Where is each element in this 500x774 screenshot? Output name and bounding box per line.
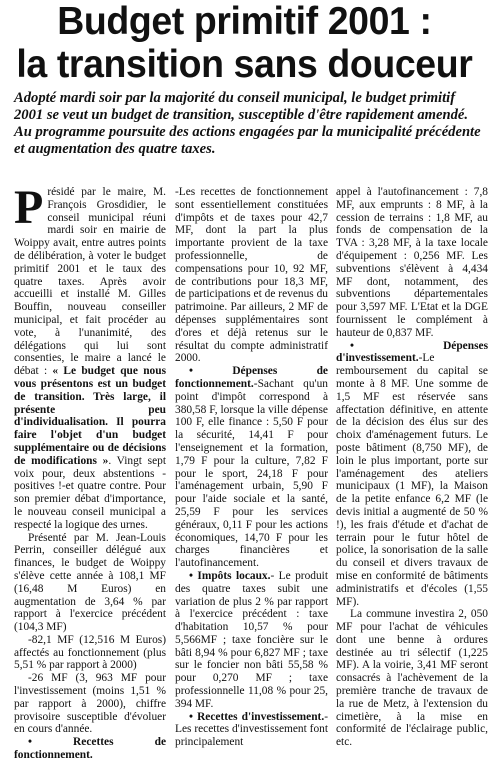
- funding-paragraph: appel à l'autofinancement : 7,8 MF, aux emprunts : 8 MF, à la cession de terrains : 1,8 MF, au fonds de compensation de la TVA : 3,28 MF, à la taxe locale d'équipement : 0,256 MF. Les subventions s'élèvent à 4,434 MF dont, notamment, des subventions départementales pour 3,597 MF. L'Etat et la DGE fournissent le complément à hauteur de 0,837 MF.: [336, 186, 488, 339]
- investment-expenses-paragraph: • Dépenses d'investissement.-Le remboursement du capital se monte à 8 MF. Une somme de 1,5 MF est réservée sans affectation définitive, en attente de la décision des élus sur des choix d'aménagement futurs. Le poste bâtiment (8,750 MF), de loin le plus important, porte sur l'aménagement des ateliers municipaux (1 MF), la Maison de la petite enfance 6,2 MF (le devis initial a augmenté de 50 % !), les frais d'étude et d'achat de terrain pour le futur hôtel de police, la sonorisation de la salle du conseil et divers travaux de mise en conformité de bâtiments administratifs et d'écoles (1,55 MF).: [336, 339, 488, 608]
- headline-line-1: Budget primitif 2001 :: [57, 0, 432, 43]
- section-heading-impots-locaux: • Impôts locaux.: [189, 569, 271, 582]
- section-heading-depenses-investissement: • Dépenses d'investissement.: [336, 339, 488, 365]
- investment-paragraph: -26 MF (3, 963 MF pour l'investissement (moins 1,51 % par rapport à 2000), chiffre provisoire susceptible d'évoluer en cours d'année.: [14, 672, 166, 736]
- investment-revenue-paragraph: • Recettes d'investissement.-Les recettes d'investissement font principalement: [175, 710, 328, 749]
- article-column-2: [175, 186, 328, 774]
- section-heading-recettes-fonctionnement: • Recettes de fonctionnement.: [14, 736, 166, 762]
- intro-text: résidé par le maire, M. François Grosdidier, le conseil municipal réuni mardi soir en mairie de Woippy avait, entre autres points de délibération, à voter le budget primitif 2001 et le taux des quatre taxes. Après avoir accueilli et installé M. Gilles Bouffin, nouveau conseiller municipal, et fait procéder au vote, à l'unanimité, des délégations qui lui sont consenties, le maire a lancé le débat :: [14, 186, 166, 378]
- vehicles-roads-paragraph: La commune investira 2, 050 MF pour l'achat de véhicules dont une benne à ordures destinée au tri sélectif (1,225 MF). A la voirie, 3,41 MF seront consacrés à l'achèvement de la première tranche de travaux de la rue de Metz, à l'extension du cimetière, à la mise en conformité de l'éclairage public, etc.: [336, 608, 488, 749]
- drop-cap: P: [14, 186, 44, 234]
- article-headline: [14, 0, 475, 86]
- section-heading-depenses-fonctionnement: • Dépenses de fonctionnement.: [175, 365, 328, 390]
- section-heading-recettes-investissement: • Recettes d'investissement.: [189, 710, 325, 723]
- operating-revenue-paragraph: -Les recettes de fonctionnement sont essentiellement constituées d'impôts et de taxes pour 42,7 MF, dont la part la plus importante provient de la taxe professionnelle, de compensations pour 10, 92 MF, de contributions pour 18,3 MF, de participations et de revenus du patrimoine. Par ailleurs, 2 MF de dépenses supplémentaires sont d'ores et déjà retenus sur le résultat du compte administratif 2000.: [175, 186, 328, 365]
- article-column-3: [336, 186, 488, 774]
- article-standfirst: Adopté mardi soir par la majorité du conseil municipal, le budget primitif 2001 se veut un budget de transition, susceptible d'être rapidement amendé. Au programme poursuite des actions engagées par la municipalité précédente et augmentation des quatre taxes.: [14, 90, 481, 157]
- headline-line-2: la transition sans douceur: [16, 43, 473, 86]
- intro-paragraph: [14, 186, 166, 532]
- article-column-1: [14, 186, 166, 774]
- local-taxes-paragraph: • Impôts locaux.- Le produit des quatre taxes subit une variation de plus 2 % par rapport à l'exercice précédent : taxe d'habitation 10,57 % pour 5,566MF ; taxe foncière sur le bâti 8,94 % pour 6,827 MF ; taxe sur le foncier non bâti 55,58 % pour 0,270 MF ; taxe professionnelle 11,08 % pour 25, 394 MF.: [175, 569, 328, 710]
- intro-tail: . Vingt sept voix pour, deux abstentions -positives !-et quatre contre. Pour son premier débat d'importance, le nouveau conseil municipal a respecté la logique des urnes.: [14, 454, 166, 531]
- operating-expenses-paragraph: • Dépenses de fonctionnement.-Sachant qu'un point d'impôt correspond à 380,58 F, lorsque la ville dépense 100 F, elle finance : 5,50 F pour la sécurité, 14,41 F pour l'enseignement et la formation, 1,79 F pour la culture, 7,82 F pour le sport, 24,18 F pour l'aménagement urbain, 5,90 F pour l'aide sociale et la santé, 25,59 F pour les services généraux, 0,11 F pour les actions économiques, 14,70 F pour les charges financières et l'autofinancement.: [175, 365, 328, 570]
- operating-paragraph: -82,1 MF (12,516 M Euros) affectés au fonctionnement (plus 5,51 % par rapport à 2000): [14, 633, 166, 672]
- mayor-quote: « Le budget que nous vous présentons est un budget de transition. Très large, il présente peu d'individualisation. Il pourra faire l'objet d'un budget supplémentaire ou de décisions de modifications »: [14, 365, 166, 467]
- budget-paragraph: Présenté par M. Jean-Louis Perrin, conseiller délégué aux finances, le budget de Woippy s'élève cette année à 108,1 MF (16,48 M Euros) en augmentation de 3,64 % par rapport à l'exercice précédent (104,3 MF): [14, 531, 166, 634]
